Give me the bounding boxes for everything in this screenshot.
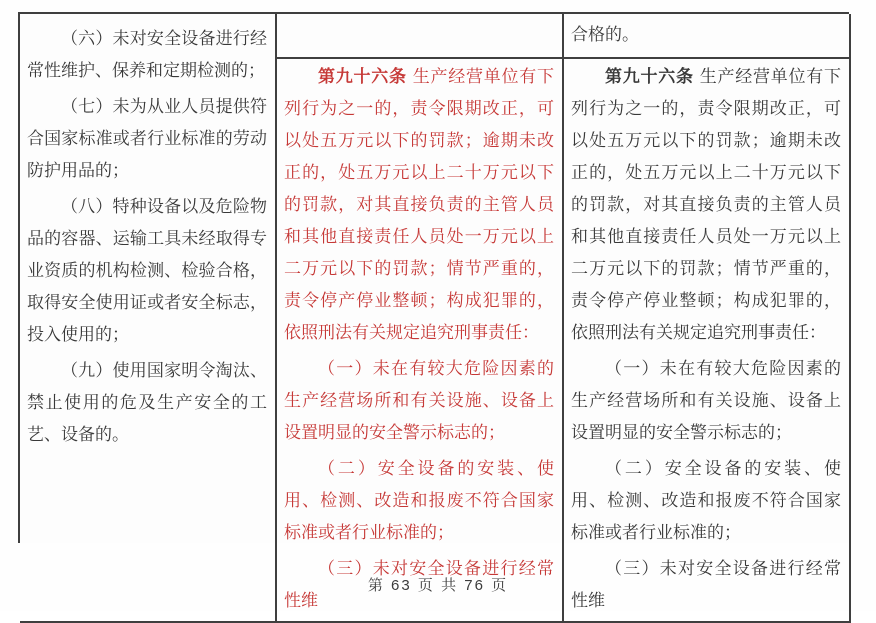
clause-item-6: （六）未对安全设备进行经常性维护、保养和定期检测的； (27, 29, 267, 80)
article-96-item-2-black: （二）安全设备的安装、使用、检测、改造和报废不符合国家标准或者行业标准的； (571, 459, 841, 542)
article-96-paragraph-red (284, 61, 554, 349)
article-96-paragraph-black (571, 61, 841, 349)
middle-column-article-cell (277, 59, 564, 623)
article-96-item-1-red: （一）未在有较大危险因素的生产经营场所和有关设施、设备上设置明显的安全警示标志的； (284, 359, 554, 442)
article-96-item-3-black: （三）未对安全设备进行经常性维 (571, 559, 841, 610)
clause-item-8: （八）特种设备以及危险物品的容器、运输工具未经取得专业资质的机构检测、检验合格，取得安全使用证或者安全标志，投入使用的； (27, 197, 267, 344)
right-column-carryover-cell (564, 14, 851, 59)
article-96-item-3-red: （三）未对安全设备进行经常性维 (284, 559, 554, 610)
article-body-red: 生产经营单位有下列行为之一的，责令限期改正，可以处五万元以下的罚款；逾期未改正的，处五万元以上二十万元以下的罚款，对其直接负责的主管人员和其他直接责任人员处一万元以上二万元以下的罚款；情节严重的，责令停产停业整顿；构成犯罪的，依照刑法有关规定追究刑事责任： (284, 67, 555, 342)
article-96-item-2-red: （二）安全设备的安装、使用、检测、改造和报废不符合国家标准或者行业标准的； (284, 459, 554, 542)
clause-item-7: （七）未为从业人员提供符合国家标准或者行业标准的劳动防护用品的； (27, 97, 267, 180)
article-number-red: 第九十六条 (318, 67, 407, 86)
right-column-article-cell (564, 59, 851, 623)
left-column-cell (20, 14, 277, 623)
article-96-item-1-black: （一）未在有较大危险因素的生产经营场所和有关设施、设备上设置明显的安全警示标志的； (571, 359, 841, 442)
page-number-footer: 第 63 页 共 76 页 (367, 577, 509, 594)
article-body-black: 生产经营单位有下列行为之一的，责令限期改正，可以处五万元以下的罚款；逾期未改正的，处五万元以上二十万元以下的罚款，对其直接负责的主管人员和其他直接责任人员处一万元以上二万元以下的罚款；情节严重的，责令停产停业整顿；构成犯罪的，依照刑法有关规定追究刑事责任： (571, 67, 842, 342)
middle-column-empty-cell (277, 14, 564, 59)
article-number-black: 第九十六条 (605, 67, 694, 86)
carryover-text: 合格的。 (571, 25, 639, 44)
clause-item-9: （九）使用国家明令淘汰、禁止使用的危及生产安全的工艺、设备的。 (27, 361, 267, 444)
